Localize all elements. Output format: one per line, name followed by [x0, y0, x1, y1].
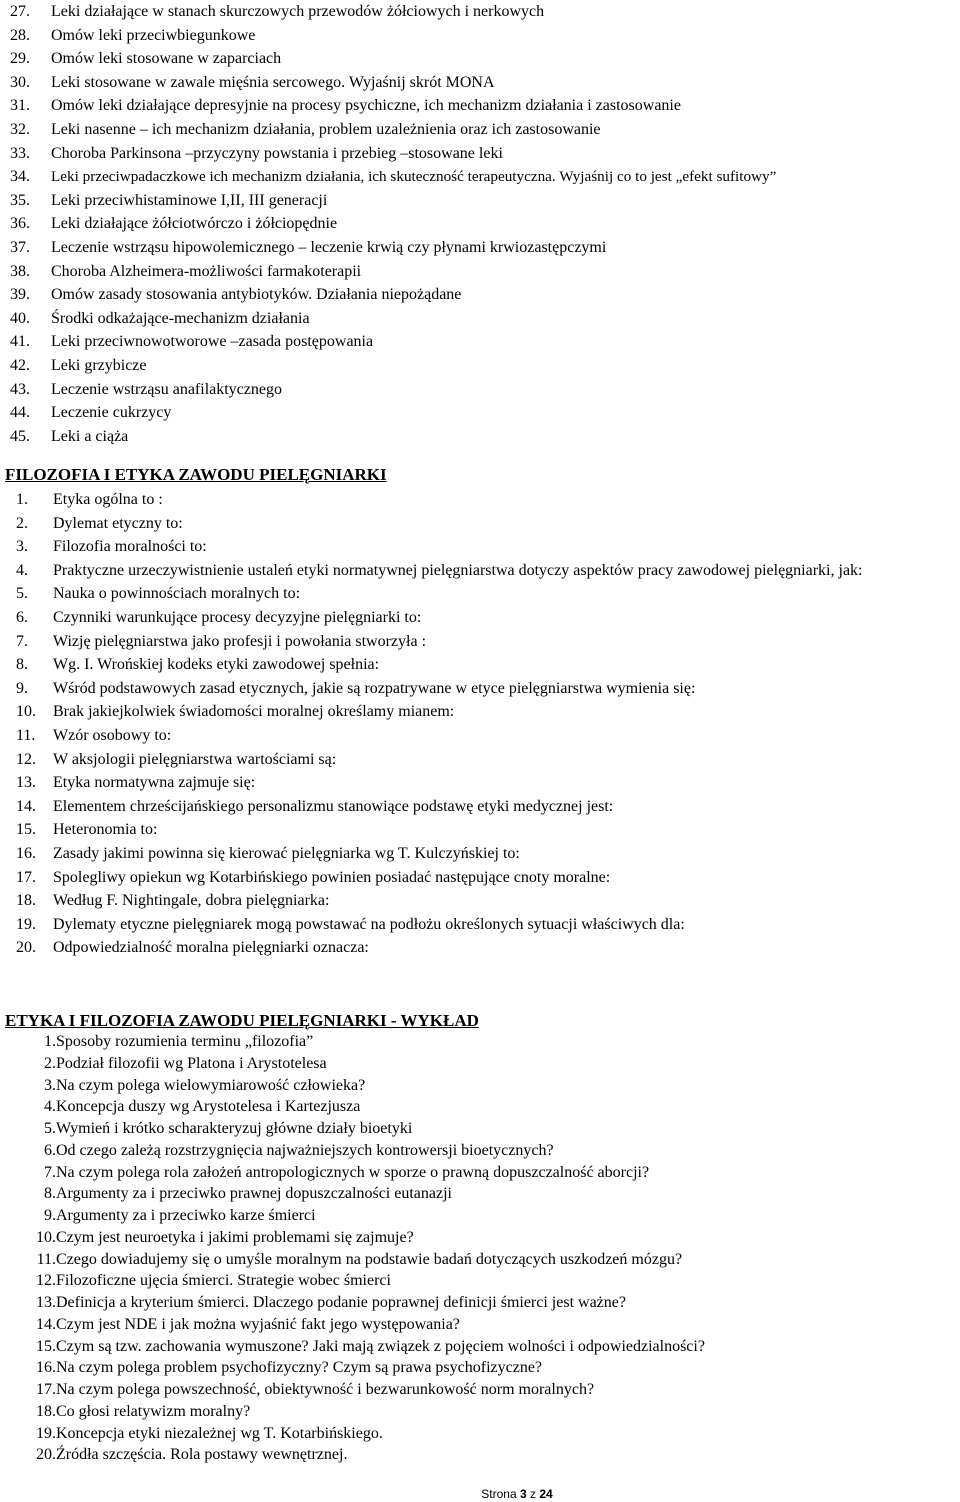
item-number: 1.: [16, 491, 28, 508]
list-item: [16, 535, 946, 559]
list-item: [16, 582, 946, 606]
list-item: [16, 488, 946, 512]
item-number: 32.: [10, 120, 30, 138]
page-footer: [0, 1487, 960, 1501]
item-number: 15.: [36, 1337, 56, 1355]
item-text: Leki przeciwnowotworowe –zasada postępowania: [51, 333, 374, 351]
item-number: 27.: [10, 3, 30, 20]
list-item: [10, 1336, 940, 1358]
lecture-question-list: [10, 1031, 940, 1466]
footer-of: z: [530, 1487, 537, 1501]
footer-page-total: 24: [539, 1487, 553, 1501]
item-text: Leki stosowane w zawale mięśnia sercowego. Wyjaśnij skrót MONA: [51, 73, 495, 91]
list-item: [10, 1270, 940, 1292]
item-number: 11.: [36, 1250, 56, 1268]
item-text: Czym jest NDE i jak można wyjaśnić fakt jego występowania?: [56, 1315, 460, 1333]
item-number: 42.: [10, 356, 30, 374]
item-number: 9.: [44, 1207, 56, 1224]
ethics-question-list: [16, 488, 946, 960]
list-item: [10, 1357, 940, 1379]
item-number: 17.: [36, 1381, 56, 1398]
item-text: Spolegliwy opiekun wg Kotarbińskiego powinien posiadać następujące cnoty moralne:: [53, 868, 611, 886]
item-text: Podział filozofii wg Platona i Arystotelesa: [56, 1054, 327, 1072]
list-item: [10, 1096, 940, 1118]
list-item: [10, 1031, 940, 1053]
item-number: 39.: [10, 286, 30, 304]
list-item: [16, 866, 946, 890]
list-item: [10, 1183, 940, 1205]
item-number: 12.: [16, 750, 36, 768]
item-number: 28.: [10, 26, 30, 44]
item-number: 14.: [36, 1315, 56, 1333]
item-text: Leczenie wstrząsu anafilaktycznego: [51, 380, 282, 398]
list-item: [16, 653, 946, 677]
list-item: [10, 260, 955, 284]
item-text: Wśród podstawowych zasad etycznych, jakie są rozpatrywane w etyce pielęgniarstwa wymienia się:: [53, 679, 696, 697]
item-number: 18.: [36, 1402, 56, 1420]
item-number: 38.: [10, 262, 30, 280]
list-item: [10, 354, 955, 378]
item-number: 44.: [10, 404, 30, 422]
list-item: [10, 1379, 940, 1401]
item-number: 10.: [36, 1228, 56, 1246]
footer-prefix: Strona: [481, 1487, 517, 1501]
item-text: Argumenty za i przeciwko karze śmierci: [56, 1207, 316, 1224]
list-item: [16, 512, 946, 536]
item-text: Środki odkażające-mechanizm działania: [51, 309, 310, 327]
item-text: Etyka normatywna zajmuje się:: [53, 774, 256, 792]
item-text: Wizję pielęgniarstwa jako profesji i powołania stworzyła :: [53, 632, 427, 650]
list-item: [16, 630, 946, 654]
list-item: [16, 748, 946, 772]
pharmacology-question-list: [10, 0, 955, 448]
item-number: 4.: [44, 1098, 56, 1116]
item-number: 13.: [36, 1294, 56, 1311]
item-number: 5.: [16, 585, 28, 603]
item-number: 19.: [16, 915, 36, 933]
list-item: [10, 1227, 940, 1249]
item-text: Leki działające w stanach skurczowych przewodów żółciowych i nerkowych: [51, 3, 545, 20]
item-text: Elementem chrześcijańskiego personalizmu stanowiące podstawę etyki medycznej jest:: [53, 797, 614, 815]
list-item: [10, 189, 955, 213]
list-item: [10, 1075, 940, 1097]
list-item: [10, 1249, 940, 1271]
item-text: Leki przeciwpadaczkowe ich mechanizm działania, ich skuteczność terapeutyczna. Wyjaśnij co to jest „efekt sufitowy”: [51, 168, 777, 186]
item-text: Leczenie wstrząsu hipowolemicznego – leczenie krwią czy płynami krwiozastępczymi: [51, 238, 607, 256]
list-item: [16, 677, 946, 701]
list-item: [10, 1292, 940, 1314]
item-text: Nauka o powinnościach moralnych to:: [53, 585, 301, 603]
list-item: [10, 1118, 940, 1140]
item-number: 16.: [16, 844, 36, 862]
item-number: 8.: [16, 656, 28, 674]
item-text: Koncepcja etyki niezależnej wg T. Kotarbińskiego.: [56, 1424, 383, 1442]
list-item: [10, 330, 955, 354]
item-text: Według F. Nightingale, dobra pielęgniarka:: [53, 892, 330, 910]
item-text: W aksjologii pielęgniarstwa wartościami są:: [53, 750, 337, 768]
list-item: [10, 24, 955, 48]
item-text: Definicja a kryterium śmierci. Dlaczego podanie poprawnej definicji śmierci jest ważne?: [56, 1294, 626, 1311]
item-text: Na czym polega wielowymiarowość człowieka?: [56, 1076, 366, 1094]
item-text: Leki przeciwhistaminowe I,II, III generacji: [51, 191, 328, 209]
item-text: Leki grzybicze: [51, 356, 147, 374]
item-text: Omów leki stosowane w zaparciach: [51, 50, 282, 68]
item-text: Omów leki działające depresyjnie na procesy psychiczne, ich mechanizm działania i zastosowanie: [51, 97, 681, 115]
item-number: 15.: [16, 821, 36, 839]
item-text: Sposoby rozumienia terminu „filozofia”: [56, 1033, 314, 1050]
list-item: [10, 118, 955, 142]
item-number: 8.: [44, 1185, 56, 1203]
list-item: [10, 1162, 940, 1184]
item-text: Odpowiedzialność moralna pielęgniarki oznacza:: [53, 939, 369, 957]
item-number: 34.: [10, 168, 30, 186]
list-item: [10, 212, 955, 236]
list-item: [10, 71, 955, 95]
list-item: [10, 1053, 940, 1075]
list-item: [10, 378, 955, 402]
item-number: 14.: [16, 797, 36, 815]
list-item: [10, 0, 955, 24]
list-item: [10, 1205, 940, 1227]
list-item: [16, 936, 946, 960]
item-number: 35.: [10, 191, 30, 209]
item-text: Choroba Alzheimera-możliwości farmakoterapii: [51, 262, 362, 280]
list-item: [10, 1423, 940, 1445]
item-text: Co głosi relatywizm moralny?: [56, 1402, 251, 1420]
item-text: Leki a ciąża: [51, 427, 129, 445]
item-number: 36.: [10, 215, 30, 233]
item-number: 6.: [44, 1141, 56, 1159]
list-item: [10, 283, 955, 307]
list-item: [16, 606, 946, 630]
list-item: [10, 401, 955, 425]
item-number: 17.: [16, 868, 36, 886]
item-number: 4.: [16, 561, 28, 579]
list-item: [16, 818, 946, 842]
item-number: 12.: [36, 1272, 56, 1290]
list-item: [10, 47, 955, 71]
item-number: 30.: [10, 73, 30, 91]
list-item: [16, 889, 946, 913]
list-item: [10, 165, 955, 189]
list-item: [16, 559, 946, 583]
item-text: Koncepcja duszy wg Arystotelesa i Kartezjusza: [56, 1098, 361, 1116]
item-text: Dylematy etyczne pielęgniarek mogą powstawać na podłożu określonych sytuacji właściwych dla:: [53, 915, 685, 933]
item-number: 43.: [10, 380, 30, 398]
item-number: 2.: [16, 514, 28, 532]
list-item: [16, 913, 946, 937]
footer-page-number: 3: [519, 1487, 527, 1501]
item-number: 10.: [16, 703, 36, 721]
list-item: [10, 1444, 940, 1466]
item-text: Etyka ogólna to :: [53, 491, 163, 508]
item-text: Od czego zależą rozstrzygnięcia najważniejszych kontrowersji bioetycznych?: [56, 1141, 554, 1159]
item-text: Praktyczne urzeczywistnienie ustaleń etyki normatywnej pielęgniarstwa dotyczy aspektów pracy zawodowej pielęgniarki, jak:: [53, 561, 863, 579]
item-text: Czym są tzw. zachowania wymuszone? Jaki mają związek z pojęciem wolności i odpowiedzialności?: [56, 1337, 705, 1355]
list-item: [10, 1140, 940, 1162]
item-text: Czynniki warunkujące procesy decyzyjne pielęgniarki to:: [53, 608, 422, 626]
list-item: [10, 94, 955, 118]
item-text: Na czym polega powszechność, obiektywność i bezwarunkowość norm moralnych?: [56, 1381, 595, 1398]
item-number: 31.: [10, 97, 30, 115]
item-number: 13.: [16, 774, 36, 792]
item-number: 20.: [16, 939, 36, 957]
item-number: 33.: [10, 144, 30, 162]
item-number: 41.: [10, 333, 30, 351]
list-item: [10, 307, 955, 331]
list-item: [16, 771, 946, 795]
item-number: 7.: [16, 632, 28, 650]
item-number: 29.: [10, 50, 30, 68]
item-text: Brak jakiejkolwiek świadomości moralnej określamy mianem:: [53, 703, 455, 721]
item-text: Czym jest neuroetyka i jakimi problemami się zajmuje?: [56, 1228, 414, 1246]
item-text: Leczenie cukrzycy: [51, 404, 172, 422]
list-item: [16, 724, 946, 748]
list-item: [16, 842, 946, 866]
list-item: [10, 1401, 940, 1423]
list-item: [10, 425, 955, 449]
item-text: Wzór osobowy to:: [53, 726, 172, 744]
item-text: Choroba Parkinsona –przyczyny powstania i przebieg –stosowane leki: [51, 144, 503, 162]
item-text: Dylemat etyczny to:: [53, 514, 183, 532]
item-text: Źródła szczęścia. Rola postawy wewnętrznej.: [56, 1446, 348, 1464]
item-text: Heteronomia to:: [53, 821, 158, 839]
section-heading-filozofia: FILOZOFIA I ETYKA ZAWODU PIELĘGNIARKI: [5, 465, 387, 484]
item-text: Wymień i krótko scharakteryzuj główne działy bioetyki: [56, 1120, 413, 1137]
item-number: 7.: [44, 1163, 56, 1181]
item-number: 45.: [10, 427, 30, 445]
item-number: 40.: [10, 309, 30, 327]
item-text: Omów zasady stosowania antybiotyków. Działania niepożądane: [51, 286, 462, 304]
list-item: [10, 1314, 940, 1336]
item-number: 3.: [16, 538, 28, 556]
item-number: 19.: [36, 1424, 56, 1442]
item-number: 20.: [36, 1446, 56, 1464]
item-number: 16.: [36, 1359, 56, 1377]
list-item: [10, 236, 955, 260]
item-text: Czego dowiadujemy się o umyśle moralnym na podstawie badań dotyczących uszkodzeń mózgu?: [56, 1250, 683, 1268]
item-text: Na czym polega rola założeń antropologicznych w sporze o prawną dopuszczalność aborcji?: [56, 1163, 650, 1181]
list-item: [10, 142, 955, 166]
item-number: 9.: [16, 679, 28, 697]
item-number: 3.: [44, 1076, 56, 1094]
item-text: Leki nasenne – ich mechanizm działania, problem uzależnienia oraz ich zastosowanie: [51, 120, 601, 138]
item-text: Leki działające żółciotwórczo i żółciopędnie: [51, 215, 338, 233]
item-text: Argumenty za i przeciwko prawnej dopuszczalności eutanazji: [56, 1185, 452, 1203]
section-heading-wyklad: ETYKA I FILOZOFIA ZAWODU PIELĘGNIARKI - WYKŁAD: [5, 1011, 479, 1030]
item-text: Na czym polega problem psychofizyczny? Czym są prawa psychofizyczne?: [56, 1359, 543, 1377]
item-number: 18.: [16, 892, 36, 910]
list-item: [16, 700, 946, 724]
item-number: 11.: [16, 726, 36, 744]
item-text: Filozofia moralności to:: [53, 538, 207, 556]
item-text: Wg. I. Wrońskiej kodeks etyki zawodowej spełnia:: [53, 656, 380, 674]
item-number: 2.: [44, 1054, 56, 1072]
item-number: 37.: [10, 238, 30, 256]
list-item: [16, 795, 946, 819]
item-number: 5.: [44, 1120, 56, 1137]
item-text: Filozoficzne ujęcia śmierci. Strategie wobec śmierci: [56, 1272, 391, 1290]
item-number: 6.: [16, 608, 28, 626]
item-text: Omów leki przeciwbiegunkowe: [51, 26, 256, 44]
item-number: 1.: [44, 1033, 56, 1050]
item-text: Zasady jakimi powinna się kierować pielęgniarka wg T. Kulczyńskiej to:: [53, 844, 520, 862]
